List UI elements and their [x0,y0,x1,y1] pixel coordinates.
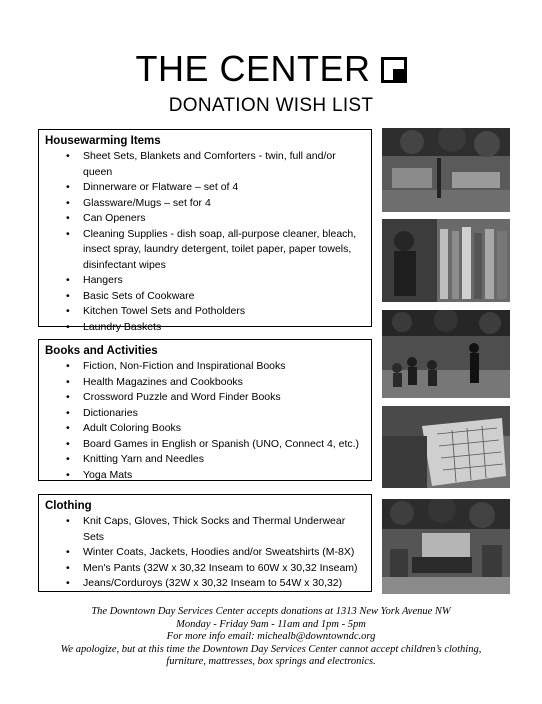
footer-email: For more info email: michealb@downtowndc.org [166,631,376,642]
list-item: • Knitting Yarn and Needles [83,452,365,468]
item-list [45,514,365,592]
section-housewarming [38,129,372,333]
list-item: • Knit Caps, Gloves, Thick Socks and Thermal Underwear Sets [83,514,365,545]
footer-info [0,606,542,669]
list-item: • Jeans/Corduroys (32W x 30,32 Inseam to 54W x 30,32) [83,576,365,592]
page-subtitle: DONATION WISH LIST [168,95,374,116]
list-item: • Cleaning Supplies - dish soap, all-purpose cleaner, bleach, [83,227,365,243]
page-title: THE CENTER [135,48,371,89]
section-heading: Books and Activities [45,345,158,357]
photo-interior-room [382,499,510,594]
page-header [0,48,542,118]
list-item: • Crossword Puzzle and Word Finder Books [83,390,365,406]
list-item: • Laundry Baskets [83,320,365,336]
list-item: • Board Games in English or Spanish (UNO, Connect 4, etc.) [83,437,365,453]
list-item: • Men's Pants (32W x 30,32 Inseam to 60W x 30,32 Inseam) [83,561,365,577]
list-item: • Sheet Sets, Blankets and Comforters - twin, full and/or queen [83,149,365,180]
square-corner-logo-icon [381,57,407,83]
footer-hours: Monday - Friday 9am - 11am and 1pm - 5pm [176,618,366,630]
list-item: • Dinnerware or Flatware – set of 4 [83,180,365,196]
list-item: • Adult Coloring Books [83,421,365,437]
list-item: • Yoga Mats [83,468,365,484]
logo [0,48,542,90]
list-item: • Glassware/Mugs – set for 4 [83,196,365,212]
list-item: • Dictionaries [83,406,365,422]
section-clothing [38,494,372,592]
section-heading: Housewarming Items [45,135,161,147]
list-item-continued: insect spray, laundry detergent, toilet paper, paper towels, [83,243,352,255]
list-item: • Hangers [83,273,365,289]
list-item: • Kitchen Towel Sets and Potholders [83,304,365,320]
photo-lobby [382,128,510,212]
footer-notice-continued: furniture, mattresses, box springs and electronics. [166,656,376,667]
section-heading: Clothing [45,500,92,512]
item-list [45,359,365,483]
list-item-continued: disinfectant wipes [83,258,166,271]
photo-event-crowd [382,310,510,398]
footer-address: The Downtown Day Services Center accepts donations at 1313 New York Avenue NW [91,606,451,617]
list-item: • Winter Coats, Jackets, Hoodies and/or Sweatshirts (M-8X) [83,545,365,561]
list-item: • Can Openers [83,211,365,227]
list-item: • Fiction, Non-Fiction and Inspirational Books [83,359,365,375]
list-item: • Basic Sets of Cookware [83,289,365,305]
item-list [45,149,365,335]
list-item: • Health Magazines and Cookbooks [83,375,365,391]
photo-coloring-activity [382,406,510,488]
section-books-activities [38,339,372,481]
footer-notice: We apologize, but at this time the Downtown Day Services Center cannot accept children’s clothing, [60,643,482,655]
photo-clothing-rack [382,219,510,302]
